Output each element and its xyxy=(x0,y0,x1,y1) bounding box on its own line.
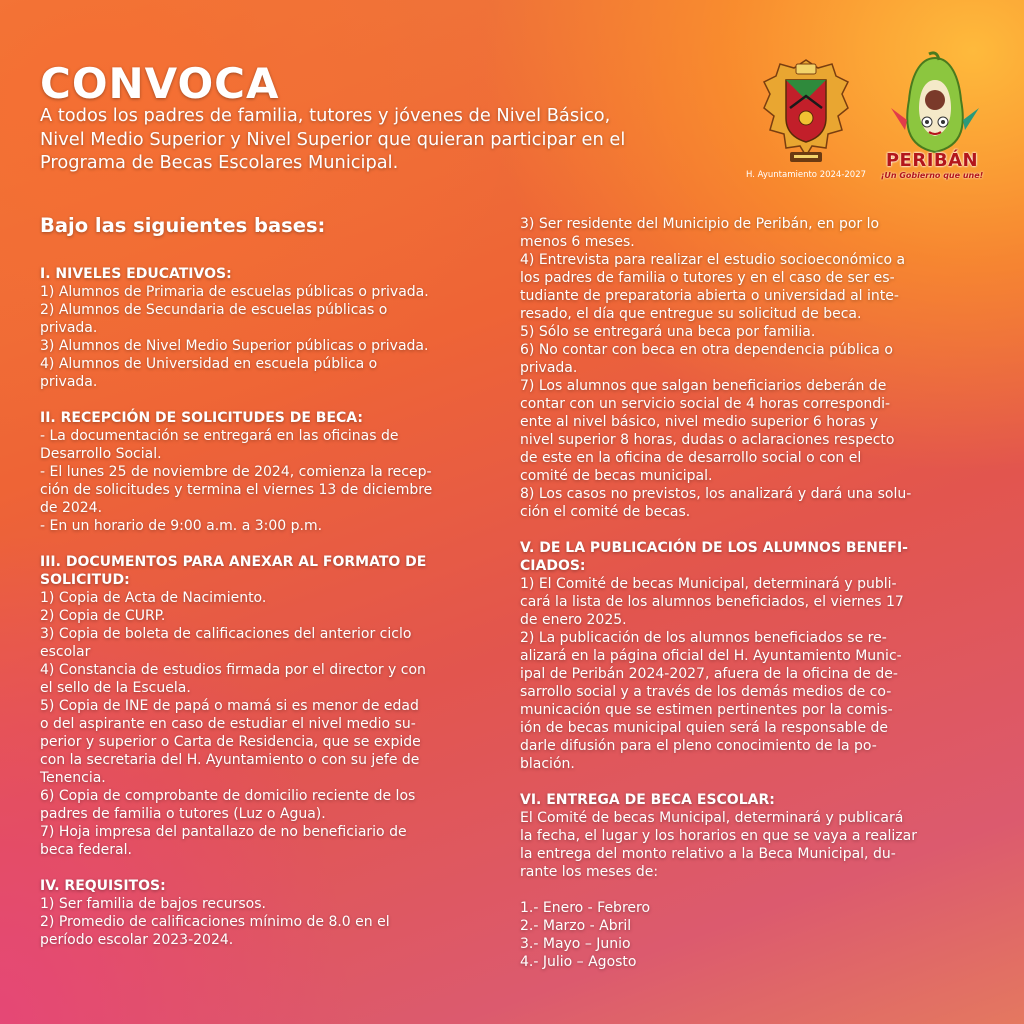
text-line: la fecha, el lugar y los horarios en que se vaya a realizar xyxy=(520,828,917,844)
text-line: sarrollo social y a través de los demás medios de co- xyxy=(520,684,892,700)
text-line: la entrega del monto relativo a la Beca Municipal, du- xyxy=(520,846,896,862)
text-line: de 2024. xyxy=(40,500,103,516)
intro-line: A todos los padres de familia, tutores y jóvenes de Nivel Básico, xyxy=(40,105,611,126)
text-line: 6) Copia de comprobante de domicilio reciente de los xyxy=(40,788,416,804)
section-body xyxy=(520,809,960,881)
list-item: 4.- Julio – Agosto xyxy=(520,954,637,970)
text-line: Desarrollo Social. xyxy=(40,446,162,462)
text-line: privada. xyxy=(40,374,98,390)
intro-line: Programa de Becas Escolares Municipal. xyxy=(40,152,399,173)
section-body xyxy=(40,895,472,949)
text-line: 6) No contar con beca en otra dependencia pública o xyxy=(520,342,893,358)
text-line: 1) Copia de Acta de Nacimiento. xyxy=(40,590,267,606)
text-line: 5) Sólo se entregará una beca por familia. xyxy=(520,324,816,340)
text-line: privada. xyxy=(520,360,578,376)
section-title: CIADOS: xyxy=(520,558,586,574)
text-line: blación. xyxy=(520,756,575,772)
text-line: 4) Alumnos de Universidad en escuela pública o xyxy=(40,356,378,372)
text-line: resado, el día que entregue su solicitud de beca. xyxy=(520,306,862,322)
text-line: rante los meses de: xyxy=(520,864,659,880)
section-body xyxy=(40,427,472,535)
text-line: municación que se estimen pertinentes por la comis- xyxy=(520,702,893,718)
left-column xyxy=(40,265,472,949)
text-line: padres de familia o tutores (Luz o Agua). xyxy=(40,806,326,822)
section-title: III. DOCUMENTOS PARA ANEXAR AL FORMATO DE xyxy=(40,554,427,570)
text-line: de enero 2025. xyxy=(520,612,627,628)
text-line: comité de becas municipal. xyxy=(520,468,713,484)
text-line: 2) Copia de CURP. xyxy=(40,608,166,624)
right-column xyxy=(520,215,960,971)
section-title: II. RECEPCIÓN DE SOLICITUDES DE BECA: xyxy=(40,410,364,426)
text-line: 2) Alumnos de Secundaria de escuelas públicas o xyxy=(40,302,388,318)
text-line: los padres de familia o tutores y en el caso de ser es- xyxy=(520,270,895,286)
coat-of-arms-icon xyxy=(756,56,856,168)
text-line: - El lunes 25 de noviembre de 2024, comienza la recep- xyxy=(40,464,432,480)
text-line: nivel superior 8 horas, dudas o aclaraciones respecto xyxy=(520,432,895,448)
text-line: 5) Copia de INE de papá o mamá si es menor de edad xyxy=(40,698,419,714)
text-line: el sello de la Escuela. xyxy=(40,680,191,696)
text-line: privada. xyxy=(40,320,98,336)
text-line: cará la lista de los alumnos beneficiados, el viernes 17 xyxy=(520,594,904,610)
text-line: 2) Promedio de calificaciones mínimo de 8.0 en el xyxy=(40,914,390,930)
section-body xyxy=(40,283,472,391)
text-line: ción de solicitudes y termina el viernes 13 de diciembre xyxy=(40,482,433,498)
section-title: I. NIVELES EDUCATIVOS: xyxy=(40,266,232,282)
months-list xyxy=(520,899,960,971)
list-item: 3.- Mayo – Junio xyxy=(520,936,631,952)
list-item: 1.- Enero - Febrero xyxy=(520,900,651,916)
text-line: 3) Copia de boleta de calificaciones del anterior ciclo xyxy=(40,626,412,642)
text-line: tudiante de preparatoria abierta o universidad al inte- xyxy=(520,288,899,304)
text-line: 7) Hoja impresa del pantallazo de no beneficiario de xyxy=(40,824,407,840)
text-line: de este en la oficina de desarrollo social o con el xyxy=(520,450,862,466)
section-title: IV. REQUISITOS: xyxy=(40,878,166,894)
text-line: 3) Alumnos de Nivel Medio Superior públicas o privada. xyxy=(40,338,429,354)
text-line: ión de becas municipal quien será la responsable de xyxy=(520,720,889,736)
section-title: V. DE LA PUBLICACIÓN DE LOS ALUMNOS BENEFI- xyxy=(520,540,908,556)
shield-caption: H. Ayuntamiento 2024-2027 xyxy=(745,170,867,180)
text-line: 1) Ser familia de bajos recursos. xyxy=(40,896,266,912)
section-title: SOLICITUD: xyxy=(40,572,130,588)
text-line: escolar xyxy=(40,644,91,660)
text-line: 2) La publicación de los alumnos beneficiados se re- xyxy=(520,630,887,646)
text-line: beca federal. xyxy=(40,842,132,858)
text-line: - En un horario de 9:00 a.m. a 3:00 p.m. xyxy=(40,518,323,534)
text-line: 1) El Comité de becas Municipal, determinará y publi- xyxy=(520,576,897,592)
text-line: alizará en la página oficial del H. Ayuntamiento Munic- xyxy=(520,648,902,664)
text-line: 3) Ser residente del Municipio de Peribán, en por lo xyxy=(520,216,880,232)
intro-line: Nivel Medio Superior y Nivel Superior que quieran participar en el xyxy=(40,128,626,150)
text-line: menos 6 meses. xyxy=(520,234,635,250)
bases-heading: Bajo las siguientes bases: xyxy=(40,214,326,237)
list-item: 2.- Marzo - Abril xyxy=(520,918,632,934)
periban-slogan: ¡Un Gobierno que une! xyxy=(880,171,984,180)
text-line: período escolar 2023-2024. xyxy=(40,932,234,948)
text-line: perior y superior o Carta de Residencia, que se expide xyxy=(40,734,421,750)
periban-wordmark: PERIBÁN xyxy=(885,150,979,171)
text-line: - La documentación se entregará en las oficinas de xyxy=(40,428,399,444)
text-line: ción el comité de becas. xyxy=(520,504,691,520)
page-title: CONVOCA xyxy=(40,59,280,108)
text-line: ente al nivel básico, nivel medio superior 6 horas y xyxy=(520,414,879,430)
section-title: VI. ENTREGA DE BECA ESCOLAR: xyxy=(520,792,775,808)
intro-text xyxy=(40,104,740,175)
section-body xyxy=(40,589,472,859)
section-body xyxy=(520,575,960,773)
text-line: 4) Constancia de estudios firmada por el director y con xyxy=(40,662,426,678)
text-line: Tenencia. xyxy=(40,770,106,786)
text-line: ipal de Peribán 2024-2027, afuera de la oficina de de- xyxy=(520,666,898,682)
text-line: 1) Alumnos de Primaria de escuelas públicas o privada. xyxy=(40,284,429,300)
text-line: darle difusión para el pleno conocimiento de la po- xyxy=(520,738,877,754)
text-line: o del aspirante en caso de estudiar el nivel medio su- xyxy=(40,716,416,732)
text-line: contar con un servicio social de 4 horas correspondi- xyxy=(520,396,891,412)
text-line: 4) Entrevista para realizar el estudio socioeconómico a xyxy=(520,252,906,268)
text-line: 7) Los alumnos que salgan beneficiarios deberán de xyxy=(520,378,887,394)
section-body xyxy=(520,215,960,521)
text-line: 8) Los casos no previstos, los analizará y dará una solu- xyxy=(520,486,912,502)
text-line: con la secretaria del H. Ayuntamiento o con su jefe de xyxy=(40,752,420,768)
text-line: El Comité de becas Municipal, determinará y publicará xyxy=(520,810,904,826)
